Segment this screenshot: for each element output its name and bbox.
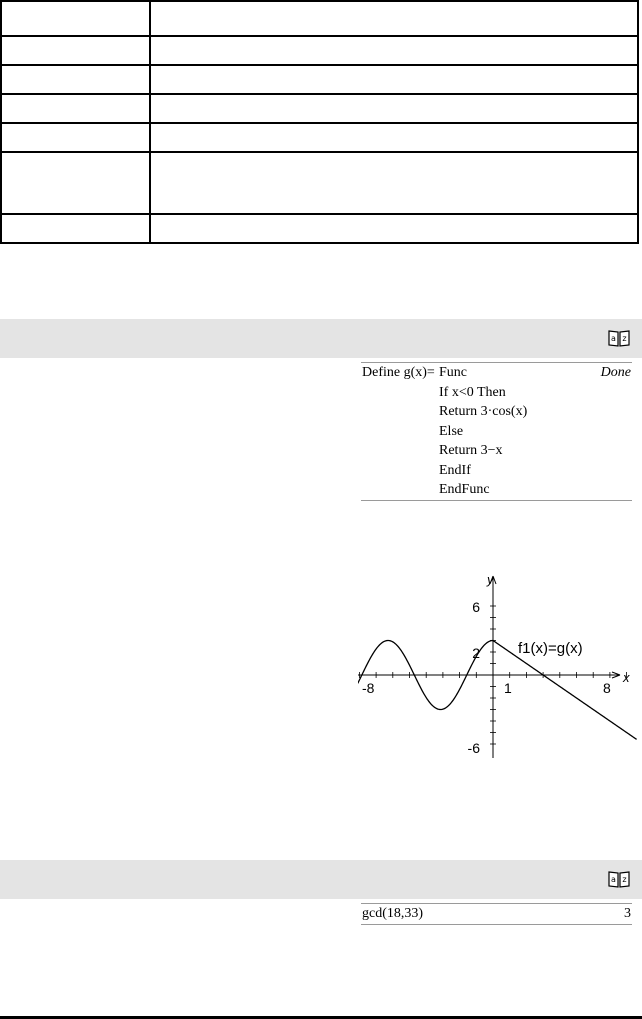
code-line-mid: Return 3·cos(x): [439, 404, 528, 419]
code-line: [361, 402, 632, 422]
gcd-result: 3: [624, 906, 631, 921]
function-label: f1(x)=g(x): [518, 640, 583, 657]
code-line-mid: Return 3−x: [439, 443, 503, 458]
define-example-box: [361, 362, 632, 501]
catalog-book-icon: [608, 329, 630, 347]
table-cell: [1, 1, 150, 36]
table-cell: [150, 152, 638, 214]
code-line-mid: Else: [439, 423, 464, 439]
catalog-book-icon: [608, 870, 630, 888]
code-line: [361, 480, 632, 500]
y-axis-label: y: [487, 572, 494, 587]
y-tick-label-2: 2: [472, 645, 480, 661]
code-line-mid: Func: [439, 365, 467, 380]
code-line-mid: If x<0 Then: [439, 384, 506, 400]
code-line-mid: EndIf: [439, 462, 471, 478]
table-cell: [1, 36, 150, 65]
table-cell: [1, 65, 150, 94]
code-line-mid: EndFunc: [439, 482, 490, 497]
code-line-right: Done: [600, 365, 631, 380]
function-graph: [358, 568, 640, 766]
svg-text:a: a: [611, 875, 616, 884]
function-curve: [358, 641, 637, 740]
code-line: [361, 441, 632, 461]
code-line: [361, 461, 632, 481]
y-tick-label-neg6: -6: [467, 740, 480, 756]
svg-text:a: a: [611, 334, 616, 343]
table-cell: [1, 123, 150, 152]
section-header-band: [0, 319, 642, 358]
svg-text:z: z: [622, 334, 627, 343]
x-tick-label-1: 1: [504, 680, 512, 696]
svg-text:z: z: [622, 875, 627, 884]
gcd-expression: gcd(18,33): [362, 906, 424, 921]
empty-table: [0, 0, 639, 244]
table-cell: [150, 65, 638, 94]
code-line: [361, 363, 632, 383]
table-cell: [1, 214, 150, 243]
x-axis-label: x: [623, 670, 630, 685]
table-cell: [150, 123, 638, 152]
table-cell: [150, 36, 638, 65]
gcd-example-box: [361, 903, 632, 925]
code-line: [361, 383, 632, 403]
table-cell: [1, 94, 150, 123]
table-cell: [1, 152, 150, 214]
code-line-left: Define g(x)=: [362, 365, 435, 380]
x-tick-label-neg8: -8: [362, 680, 375, 696]
table-cell: [150, 1, 638, 36]
table-cell: [150, 94, 638, 123]
x-tick-label-8: 8: [603, 680, 611, 696]
table-cell: [150, 214, 638, 243]
section-header-band: [0, 860, 642, 899]
code-line: [361, 422, 632, 442]
y-tick-label-6: 6: [472, 599, 480, 615]
